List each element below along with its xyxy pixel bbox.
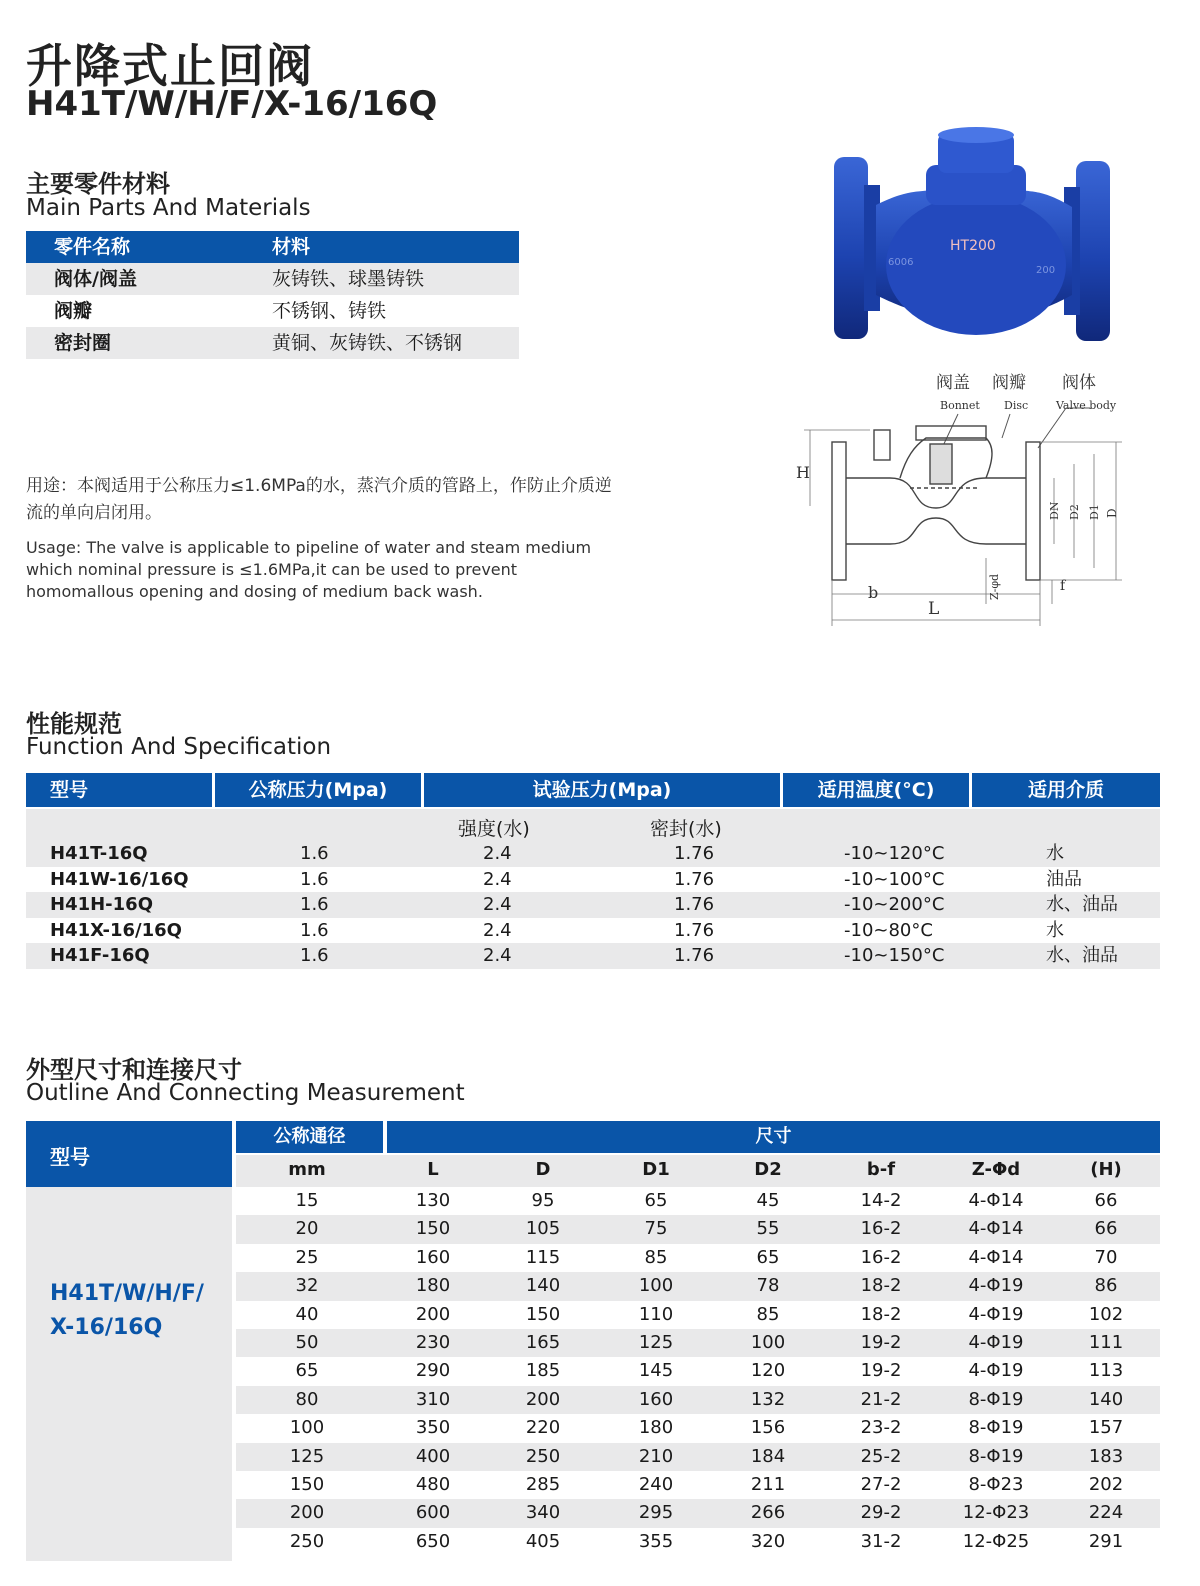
dim-L: L xyxy=(928,599,940,619)
spec-cell-seal: 1.76 xyxy=(674,945,715,967)
spec-sub-seal: 密封(水) xyxy=(650,818,722,840)
dims-cell: 100 xyxy=(289,1417,325,1439)
dims-cell: 85 xyxy=(644,1246,668,1268)
dims-cell: 150 xyxy=(415,1218,451,1240)
spec-cell-medium: 水 xyxy=(1046,919,1064,941)
dims-cell: 8-Φ19 xyxy=(968,1417,1024,1439)
valve-product-image xyxy=(826,125,1118,347)
dims-col-label: (H) xyxy=(1090,1159,1122,1180)
dims-cell: 14-2 xyxy=(860,1190,902,1211)
spec-cell-strength: 2.4 xyxy=(483,919,512,941)
dims-cell: 184 xyxy=(750,1445,786,1467)
spec-cell-pressure: 1.6 xyxy=(300,894,329,916)
spec-cell-temp: -10~80°C xyxy=(844,919,933,941)
dims-cell: 100 xyxy=(750,1332,786,1353)
dim-f: f xyxy=(1060,578,1066,594)
spec-cell-seal: 1.76 xyxy=(674,919,715,941)
parts-heading-en: Main Parts And Materials xyxy=(26,195,311,221)
spec-cell-seal: 1.76 xyxy=(674,843,715,864)
parts-heading-cn: 主要零件材料 xyxy=(26,170,170,198)
parts-row xyxy=(26,295,519,327)
spec-heading-cn: 性能规范 xyxy=(26,710,122,738)
dims-cell: 16-2 xyxy=(860,1218,902,1240)
dims-cell: 31-2 xyxy=(860,1530,902,1552)
dims-cell: 157 xyxy=(1088,1417,1124,1439)
spec-cell-model: H41F-16Q xyxy=(50,945,150,967)
dims-cell: 156 xyxy=(750,1417,786,1439)
dims-cell: 110 xyxy=(638,1303,674,1325)
spec-table xyxy=(26,773,1160,969)
label-bonnet-en: Bonnet xyxy=(940,399,980,412)
spec-table-row xyxy=(26,841,1160,867)
dims-cell: 125 xyxy=(289,1445,325,1467)
dims-cell: 240 xyxy=(638,1474,674,1495)
dims-cell: 102 xyxy=(1088,1303,1124,1325)
spec-cell-model: H41X-16/16Q xyxy=(50,919,182,941)
dims-cell: 150 xyxy=(525,1303,561,1325)
spec-cell-temp: -10~150°C xyxy=(844,945,945,967)
dims-cell: 405 xyxy=(525,1530,561,1552)
dims-cell: 160 xyxy=(415,1246,451,1268)
dims-cell: 200 xyxy=(289,1502,325,1524)
dim-DN: DN xyxy=(1048,501,1061,520)
dims-cell: 210 xyxy=(638,1445,674,1467)
dims-cell: 120 xyxy=(750,1360,786,1382)
dims-cell: 66 xyxy=(1094,1190,1118,1211)
parts-row xyxy=(26,263,519,295)
dims-cell: 12-Φ23 xyxy=(962,1502,1030,1524)
part-material: 不锈钢、铸铁 xyxy=(272,300,387,322)
usage-text-cn: 用途：本阀适用于公称压力≤1.6MPa的水，蒸汽介质的管路上，作防止介质逆流的单向启闭用。 xyxy=(26,476,612,523)
dims-cell: 291 xyxy=(1088,1530,1124,1552)
part-name: 阀体/阀盖 xyxy=(54,268,137,290)
spec-cell-strength: 2.4 xyxy=(483,868,512,890)
dims-col-label: Z-Φd xyxy=(971,1159,1021,1180)
label-disc-en: Disc xyxy=(1004,399,1029,412)
dims-cell: 130 xyxy=(415,1190,451,1211)
dims-cell: 285 xyxy=(525,1474,561,1495)
part-name: 阀瓣 xyxy=(54,300,93,322)
dims-cell: 105 xyxy=(525,1218,561,1240)
dims-cell: 19-2 xyxy=(860,1360,902,1382)
dims-col-label: D xyxy=(535,1159,551,1180)
dims-cell: 4-Φ14 xyxy=(968,1246,1024,1268)
spec-cell-model: H41T-16Q xyxy=(50,843,148,864)
spec-cell-strength: 2.4 xyxy=(483,894,512,916)
spec-sub-strength: 强度(水) xyxy=(458,818,530,840)
dims-cell: 19-2 xyxy=(860,1332,902,1353)
label-body-cn: 阀体 xyxy=(1062,373,1096,393)
label-body-en: Valve body xyxy=(1056,399,1117,412)
dims-cell: 45 xyxy=(756,1190,780,1211)
part-material: 黄铜、灰铸铁、不锈钢 xyxy=(272,332,463,354)
dims-cell: 211 xyxy=(750,1474,786,1495)
dims-cell: 8-Φ19 xyxy=(968,1445,1024,1467)
part-name: 密封圈 xyxy=(54,332,112,354)
dims-model-line1: H41T/W/H/F/ xyxy=(50,1281,204,1306)
dims-cell: 355 xyxy=(638,1530,674,1552)
dims-cell: 86 xyxy=(1094,1275,1118,1297)
dims-cell: 25 xyxy=(295,1246,319,1268)
dims-col-label: D2 xyxy=(754,1159,782,1180)
dims-cell: 400 xyxy=(415,1445,451,1467)
dims-cell: 295 xyxy=(638,1502,674,1524)
dims-cell: 65 xyxy=(295,1360,319,1382)
dims-cell: 4-Φ19 xyxy=(968,1360,1024,1382)
dims-cell: 50 xyxy=(295,1332,319,1353)
spec-cell-seal: 1.76 xyxy=(674,894,715,916)
spec-heading-en: Function And Specification xyxy=(26,734,332,760)
dims-cell: 140 xyxy=(525,1275,561,1297)
dims-cell: 185 xyxy=(525,1360,561,1382)
spec-cell-medium: 水 xyxy=(1046,843,1064,864)
spec-col-medium: 适用介质 xyxy=(972,773,1160,807)
dims-cell: 224 xyxy=(1088,1502,1124,1524)
label-bonnet-cn: 阀盖 xyxy=(936,373,970,393)
dims-cell: 65 xyxy=(756,1246,780,1268)
dims-cell: 180 xyxy=(638,1417,674,1439)
valve-section-diagram xyxy=(790,368,1140,630)
dims-cell: 200 xyxy=(415,1303,451,1325)
dims-cell: 200 xyxy=(525,1388,561,1410)
parts-col-material: 材料 xyxy=(272,236,311,258)
dims-model-header: 型号 xyxy=(50,1145,90,1169)
dims-cell: 183 xyxy=(1088,1445,1124,1467)
spec-table-row xyxy=(26,943,1160,969)
dims-cell: 40 xyxy=(295,1303,319,1325)
dims-cell: 85 xyxy=(756,1303,780,1325)
spec-cell-medium: 水、油品 xyxy=(1046,945,1118,967)
dims-cell: 150 xyxy=(289,1474,325,1495)
dims-cell: 4-Φ19 xyxy=(968,1275,1024,1297)
dims-size-header: 尺寸 xyxy=(387,1121,1160,1153)
dim-H: H xyxy=(796,463,810,482)
dims-cell: 220 xyxy=(525,1417,561,1439)
spec-cell-temp: -10~120°C xyxy=(844,843,945,864)
dims-cell: 16-2 xyxy=(860,1246,902,1268)
spec-cell-model: H41H-16Q xyxy=(50,894,153,916)
spec-table-row xyxy=(26,892,1160,918)
dims-cell: 266 xyxy=(750,1502,786,1524)
casting-mark: HT200 xyxy=(950,238,996,254)
parts-row xyxy=(26,327,519,359)
dims-cell: 23-2 xyxy=(860,1417,902,1439)
dims-cell: 18-2 xyxy=(860,1303,902,1325)
spec-cell-medium: 油品 xyxy=(1046,868,1082,890)
dims-heading-en: Outline And Connecting Measurement xyxy=(26,1080,465,1106)
dims-cell: 27-2 xyxy=(860,1474,902,1495)
dims-cell: 340 xyxy=(525,1502,561,1524)
dim-D2: D2 xyxy=(1068,504,1081,520)
dims-cell: 180 xyxy=(415,1275,451,1297)
spec-col-pressure: 公称压力(Mpa) xyxy=(215,773,421,807)
spec-cell-seal: 1.76 xyxy=(674,868,715,890)
dims-cell: 350 xyxy=(415,1417,451,1439)
dims-cell: 140 xyxy=(1088,1388,1124,1410)
dims-model-line2: X-16/16Q xyxy=(50,1315,163,1340)
dims-dn-header: 公称通径 xyxy=(236,1121,383,1153)
spec-cell-strength: 2.4 xyxy=(483,843,512,864)
dims-model-cell xyxy=(26,1187,232,1561)
page-title: 升降式止回阀 xyxy=(26,39,314,93)
spec-cell-temp: -10~100°C xyxy=(844,868,945,890)
spec-sub-header xyxy=(26,809,1160,841)
dims-cell: 78 xyxy=(756,1275,780,1297)
dims-cell: 18-2 xyxy=(860,1275,902,1297)
parts-table xyxy=(26,231,519,359)
dims-col-label: b-f xyxy=(866,1159,896,1180)
spec-cell-model: H41W-16/16Q xyxy=(50,868,189,890)
spec-cell-pressure: 1.6 xyxy=(300,843,329,864)
dims-cell: 113 xyxy=(1088,1360,1124,1382)
dims-model-header-cell xyxy=(26,1121,232,1187)
label-disc-cn: 阀瓣 xyxy=(992,373,1026,393)
dims-cell: 12-Φ25 xyxy=(962,1530,1030,1552)
dims-cell: 65 xyxy=(644,1190,668,1211)
dims-cell: 20 xyxy=(295,1218,319,1240)
dims-cell: 480 xyxy=(415,1474,451,1495)
dims-col-label: mm xyxy=(288,1159,326,1180)
dim-D: D xyxy=(1105,508,1119,518)
dims-col-label: D1 xyxy=(642,1159,670,1180)
dims-cell: 15 xyxy=(295,1190,319,1211)
dims-cell: 145 xyxy=(638,1360,674,1382)
dims-cell: 115 xyxy=(525,1246,561,1268)
dims-cell: 111 xyxy=(1088,1332,1124,1353)
dims-cell: 4-Φ19 xyxy=(968,1303,1024,1325)
dims-cell: 250 xyxy=(289,1530,325,1552)
dims-cell: 600 xyxy=(415,1502,451,1524)
usage-text-en: Usage: The valve is applicable to pipeline of water and steam medium which nominal pressure is ≤1.6MPa,it can be used to prevent homomallous opening and dosing of medium back wash. xyxy=(26,538,592,601)
spec-cell-medium: 水、油品 xyxy=(1046,894,1118,916)
dims-cell: 29-2 xyxy=(860,1502,902,1524)
dims-cell: 8-Φ19 xyxy=(968,1388,1024,1410)
page-model: H41T/W/H/F/X-16/16Q xyxy=(26,84,438,124)
spec-cell-temp: -10~200°C xyxy=(844,894,945,916)
dims-cell: 70 xyxy=(1094,1246,1118,1268)
dims-cell: 80 xyxy=(295,1388,319,1410)
dims-col-label: L xyxy=(427,1159,439,1180)
dims-cell: 250 xyxy=(525,1445,561,1467)
parts-table-header xyxy=(26,231,519,263)
dims-cell: 66 xyxy=(1094,1218,1118,1240)
spec-col-temp: 适用温度(°C) xyxy=(783,773,969,807)
dims-cell: 32 xyxy=(295,1275,319,1297)
spec-cell-strength: 2.4 xyxy=(483,945,512,967)
spec-col-model: 型号 xyxy=(26,773,212,807)
dims-cell: 160 xyxy=(638,1388,674,1410)
dims-cell: 320 xyxy=(750,1530,786,1552)
spec-table-header xyxy=(26,773,1160,807)
dims-cell: 21-2 xyxy=(860,1388,902,1410)
dims-cell: 55 xyxy=(756,1218,780,1240)
dims-cell: 95 xyxy=(531,1190,555,1211)
dims-cell: 230 xyxy=(415,1332,451,1353)
dims-cell: 650 xyxy=(415,1530,451,1552)
dims-cell: 25-2 xyxy=(860,1445,902,1467)
dims-cell: 165 xyxy=(525,1332,561,1353)
dims-cell: 310 xyxy=(415,1388,451,1410)
spec-cell-pressure: 1.6 xyxy=(300,919,329,941)
dims-table xyxy=(26,1121,1160,1561)
casting-side-left: 6006 xyxy=(888,257,914,268)
dims-cell: 202 xyxy=(1088,1474,1124,1495)
dim-b: b xyxy=(868,583,879,602)
spec-table-row xyxy=(26,918,1160,944)
dim-zphi: Z-φd xyxy=(988,573,1001,600)
spec-cell-pressure: 1.6 xyxy=(300,868,329,890)
parts-col-name: 零件名称 xyxy=(54,236,131,258)
spec-col-test-pressure: 试验压力(Mpa) xyxy=(424,773,780,807)
dims-cell: 4-Φ19 xyxy=(968,1332,1024,1353)
spec-table-row xyxy=(26,867,1160,893)
dims-cell: 8-Φ23 xyxy=(968,1474,1024,1495)
spec-cell-pressure: 1.6 xyxy=(300,945,329,967)
dims-cell: 132 xyxy=(750,1388,786,1410)
dims-heading-cn: 外型尺寸和连接尺寸 xyxy=(26,1056,242,1084)
dims-cell: 4-Φ14 xyxy=(968,1218,1024,1240)
dims-cell: 4-Φ14 xyxy=(968,1190,1024,1211)
dims-cell: 75 xyxy=(644,1218,668,1240)
dims-cell: 100 xyxy=(638,1275,674,1297)
dims-cell: 125 xyxy=(638,1332,674,1353)
part-material: 灰铸铁、球墨铸铁 xyxy=(272,268,425,290)
dim-D1: D1 xyxy=(1088,504,1101,520)
casting-side-right: 200 xyxy=(1036,265,1056,276)
spec-rows xyxy=(26,841,1160,969)
dims-cell: 290 xyxy=(415,1360,451,1382)
